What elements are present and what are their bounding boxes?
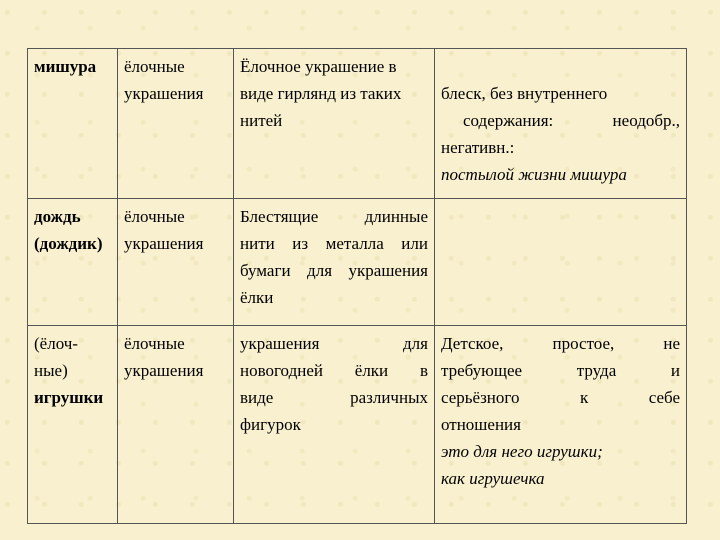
connotation-line: блеск, без внутреннего [441,84,608,103]
connotation-line: содержания: неодобр., [463,111,680,130]
connotation-line: Детское, простое, не [441,334,680,353]
definition-line: нити из металла или [240,234,428,253]
category-line: украшения [124,234,204,253]
word-text: (ёлоч- [34,334,78,353]
word-cell [28,326,118,524]
example-text: это для него игрушки; [441,442,603,461]
definition-line: бумаги для украшения [240,261,428,280]
word-cell [28,199,118,326]
definition-cell [234,199,435,326]
definition-line: украшения для [240,334,428,353]
category-cell [118,326,234,524]
definition-cell [234,49,435,199]
category-line: украшения [124,84,204,103]
example-text: постылой жизни мишура [441,165,627,184]
connotation-cell [435,326,687,524]
definition-line: новогодней ёлки в [240,361,428,380]
definitions-table [27,48,687,524]
word-text: (дождик) [34,234,103,253]
connotation-cell [435,199,687,326]
connotation-line: требующее труда и [441,361,680,380]
definition-line: нитей [240,111,283,130]
definition-line: Ёлочное украшение в [240,57,397,76]
definition-line: ёлки [240,288,274,307]
table-row [28,199,687,326]
category-cell [118,199,234,326]
definition-line: виде различных [240,388,428,407]
category-line: украшения [124,361,204,380]
definition-cell [234,326,435,524]
word-text: игрушки [34,388,104,407]
word-text: ные) [34,361,68,380]
category-cell [118,49,234,199]
definition-line: Блестящие длинные [240,207,428,226]
connotation-line: отношения [441,415,521,434]
word-cell [28,49,118,199]
connotation-line: негативн.: [441,138,515,157]
connotation-line: серьёзного к себе [441,388,680,407]
table-row [28,49,687,199]
category-line: ёлочные [124,334,185,353]
word-text: мишура [34,57,97,76]
connotation-cell [435,49,687,199]
table-row [28,326,687,524]
definition-line: виде гирлянд из таких [240,84,402,103]
word-text: дождь [34,207,81,226]
definition-line: фигурок [240,415,301,434]
example-text: как игрушечка [441,469,545,488]
category-line: ёлочные [124,57,185,76]
category-line: ёлочные [124,207,185,226]
